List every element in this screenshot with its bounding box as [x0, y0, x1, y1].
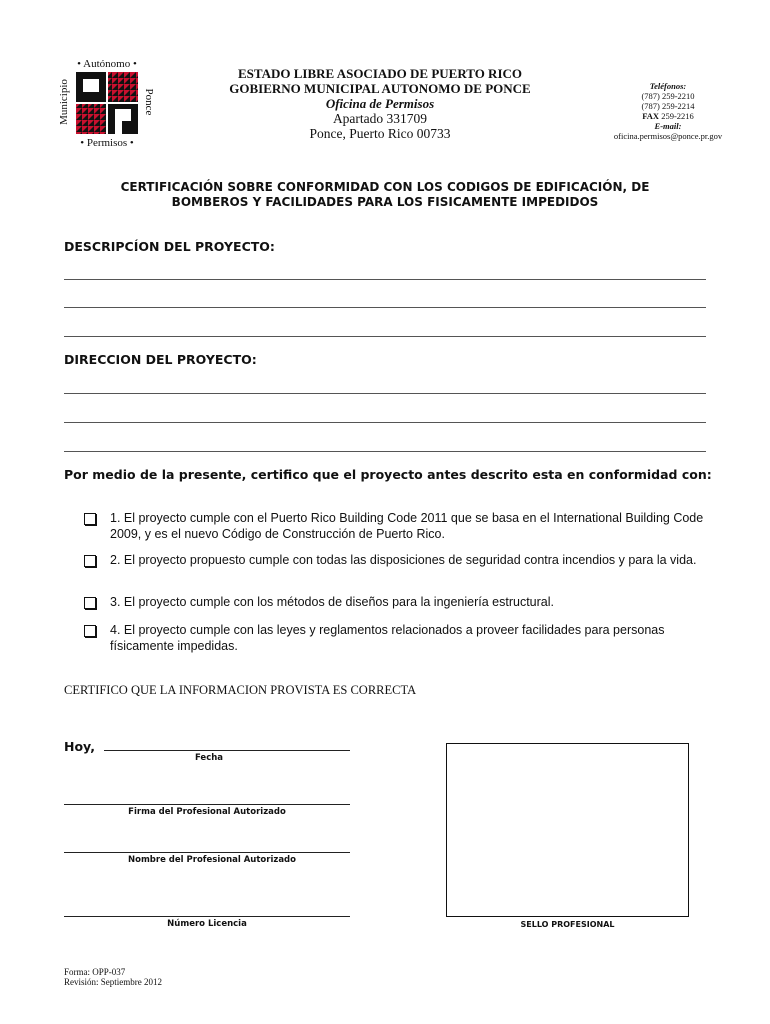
address-label: DIRECCION DEL PROYECTO:: [64, 352, 257, 367]
item-4-text: 4. El proyecto cumple con las leyes y reglamentos relacionados a proveer facilidades para personas físicamente impedidas.: [110, 623, 665, 653]
municipal-logo: [54, 58, 160, 152]
compliance-item-1: [84, 510, 724, 542]
logo-top-text: • Autónomo •: [77, 58, 137, 70]
email-label: E-mail:: [654, 121, 682, 131]
form-title: [80, 180, 690, 210]
logo-right-text: Ponce: [143, 88, 155, 116]
professional-seal-box[interactable]: [446, 743, 689, 917]
certification-intro: Por medio de la presente, certifico que el proyecto antes descrito esta en conformidad con:: [64, 467, 712, 482]
date-caption: Fecha: [194, 753, 224, 763]
phone-2: (787) 259-2214: [641, 101, 695, 111]
certification-statement: CERTIFICO QUE LA INFORMACION PROVISTA ES CORRECTA: [64, 683, 417, 697]
phone-1: (787) 259-2210: [641, 91, 695, 101]
seal-caption: SELLO PROFESIONAL: [520, 920, 615, 929]
checkbox-item-3[interactable]: [84, 597, 96, 609]
fax-line: FAX 259-2216: [642, 111, 694, 121]
phones-label: Teléfonos:: [649, 81, 687, 91]
name-caption: Nombre del Profesional Autorizado: [128, 855, 296, 865]
header-line-2: GOBIERNO MUNICIPAL AUTONOMO DE PONCE: [229, 81, 531, 96]
signature-caption: Firma del Profesional Autorizado: [128, 807, 286, 817]
logo-emblem-icon: [76, 72, 138, 134]
address-line-2[interactable]: [64, 422, 706, 423]
agency-header: [180, 66, 580, 141]
header-line-1: ESTADO LIBRE ASOCIADO DE PUERTO RICO: [237, 66, 523, 81]
contact-block: [588, 81, 748, 141]
item-3-text: 3. El proyecto cumple con los métodos de diseños para la ingeniería estructural.: [110, 595, 554, 609]
address-line-3[interactable]: [64, 451, 706, 452]
revision-date: Revisión: Septiembre 2012: [64, 977, 162, 987]
license-caption: Número Licencia: [167, 919, 247, 929]
description-line-1[interactable]: [64, 279, 706, 280]
date-field[interactable]: [104, 750, 350, 751]
header-po-box: Apartado 331709: [332, 111, 428, 126]
checkbox-item-4[interactable]: [84, 625, 96, 637]
address-line-1[interactable]: [64, 393, 706, 394]
description-label: DESCRIPCÍON DEL PROYECTO:: [64, 239, 275, 254]
header-office: Oficina de Permisos: [325, 96, 435, 111]
name-field[interactable]: [64, 852, 350, 853]
form-footer: [64, 967, 162, 987]
signature-field[interactable]: [64, 804, 350, 805]
form-number: Forma: OPP-037: [64, 967, 126, 977]
header-city: Ponce, Puerto Rico 00733: [309, 126, 451, 141]
compliance-item-2: [84, 552, 724, 568]
compliance-item-4: [84, 622, 724, 654]
description-line-2[interactable]: [64, 307, 706, 308]
title-line-1: CERTIFICACIÓN SOBRE CONFORMIDAD CON LOS CODIGOS DE EDIFICACIÓN, DE: [120, 180, 650, 194]
item-1-text: 1. El proyecto cumple con el Puerto Rico Building Code 2011 que se basa en el International Building Code 2009, y es el nuevo Código de Construcción de Puerto Rico.: [110, 511, 704, 541]
description-line-3[interactable]: [64, 336, 706, 337]
checkbox-item-2[interactable]: [84, 555, 96, 567]
title-line-2: BOMBEROS Y FACILIDADES PARA LOS FISICAMENTE IMPEDIDOS: [171, 195, 599, 209]
logo-bottom-text: • Permisos •: [80, 137, 134, 149]
hoy-label: Hoy,: [64, 739, 95, 754]
license-field[interactable]: [64, 916, 350, 917]
compliance-item-3: [84, 594, 724, 610]
logo-left-text: Municipio: [58, 79, 70, 125]
email-address: oficina.permisos@ponce.pr.gov: [613, 131, 723, 141]
checkbox-item-1[interactable]: [84, 513, 96, 525]
item-2-text: 2. El proyecto propuesto cumple con todas las disposiciones de seguridad contra incendios y para la vida.: [110, 553, 697, 567]
